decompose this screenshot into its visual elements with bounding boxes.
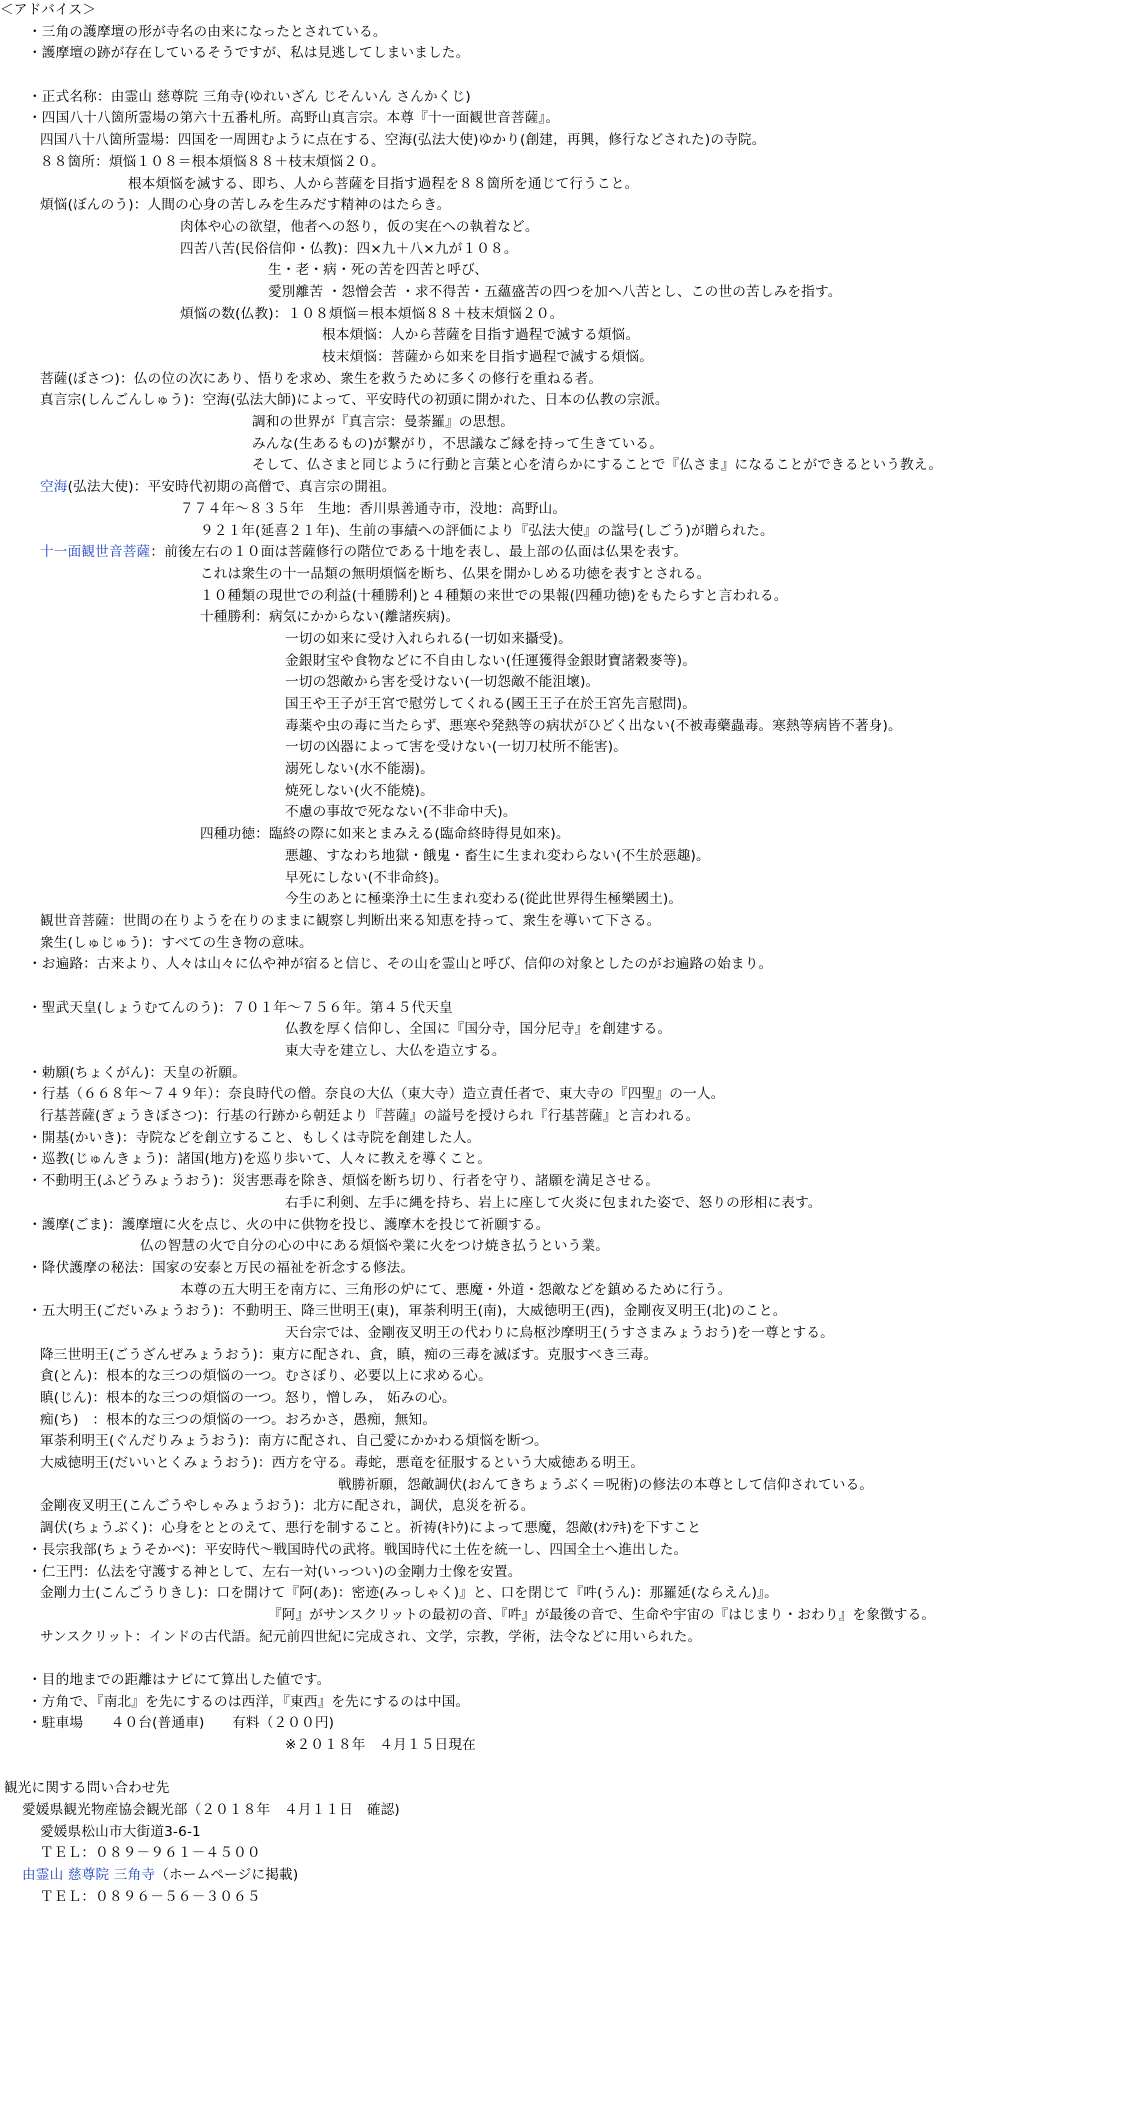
text-line: 肉体や心の欲望，他者への怒り，仮の実在への執着など。 xyxy=(180,218,539,235)
blank-line xyxy=(0,65,1128,87)
text-line: 溺死しない(水不能溺)。 xyxy=(285,761,434,778)
text-line: 右手に利剣、左手に縄を持ち、岩上に座して火炎に包まれた姿で、怒りの形相に表す。 xyxy=(285,1194,822,1211)
text-line: ・お遍路：古来より、人々は山々に仏や神が宿ると信じ、その山を霊山と呼び、信仰の対象としたのがお遍路の始まり。 xyxy=(28,956,773,973)
text-line: ・三角の護摩壇の形が寺名の由来になったとされている。 xyxy=(28,23,387,40)
text-line: 国王や王子が王宮で慰労してくれる(國王王子在於王宮先言慰問)。 xyxy=(285,696,697,712)
text-line: 煩悩(ぼんのう)：人間の心身の苦しみを生みだす精神のはたらき。 xyxy=(40,197,451,214)
text-line: 瞋(じん)：根本的な三つの煩悩の一つ。怒り，憎しみ， 妬みの心。 xyxy=(40,1390,456,1406)
text-line: ・仁王門：仏法を守護する神として、左右一対(いっつい)の金剛力士像を安置。 xyxy=(28,1563,522,1580)
text-line: ７７４年～８３５年 生地：香川県善通寺市，没地：高野山。 xyxy=(180,500,567,517)
text-line: 痴(ち) ：根本的な三つの煩悩の一つ。おろかさ，愚痴，無知。 xyxy=(40,1411,437,1428)
text-line: 四種功徳：臨終の際に如来とまみえる(臨命終時得見如來)。 xyxy=(200,826,570,843)
text-line: 一切の如来に受け入れられる(一切如来攝受)。 xyxy=(285,630,572,647)
text-line: ・行基（６６８年～７４９年）：奈良時代の僧。奈良の大仏（東大寺）造立責任者で、東大寺の『四聖』の一人。 xyxy=(28,1086,725,1103)
text-line: ・護摩(ごま)：護摩壇に火を点じ、火の中に供物を投じ、護摩木を投じて祈願する。 xyxy=(28,1216,550,1233)
text-line: ・駐車場 ４０台(普通車) 有料（２００円) xyxy=(28,1715,335,1732)
text-line: みんな(生あるもの)が繋がり，不思議なご縁を持って生きている。 xyxy=(252,435,664,452)
text-line: そして、仏さまと同じように行動と言葉と心を清らかにすることで『仏さま』になることができるという教え。 xyxy=(252,457,943,474)
text-line: 金剛夜叉明王(こんごうやしゃみょうおう)：北方に配され，調伏，息災を祈る。 xyxy=(40,1498,535,1515)
text-line: 本尊の五大明王を南方に、三角形の炉にて、悪魔・外道・怨敵などを鎮めるために行う。 xyxy=(180,1281,732,1298)
text-line: 悪趣、すなわち地獄・餓鬼・畜生に生まれ変わらない(不生於惡趣)。 xyxy=(285,847,710,864)
text-line: 枝末煩悩：菩薩から如来を目指す過程で滅する煩悩。 xyxy=(322,349,654,365)
text-line: 調伏(ちょうぶく)：心身をととのえて、悪行を制すること。祈祷(ｷﾄｳ)によって悪魔，怨敵(ｵﾝﾃｷ)を下すこと xyxy=(40,1520,702,1537)
text-line: ※２０１８年 ４月１５日現在 xyxy=(285,1737,476,1753)
text-line: 煩悩の数(仏教)：１０８煩悩＝根本煩悩８８＋枝末煩悩２０。 xyxy=(180,305,564,322)
text-line: 早死にしない(不非命終)。 xyxy=(285,869,448,886)
text-line: 根本煩悩を滅する、即ち、人から菩薩を目指す過程を８８箇所を通じて行うこと。 xyxy=(128,175,639,192)
text-line: 金銀財宝や食物などに不自由しない(任運獲得金銀財寶諸穀麥等)。 xyxy=(285,652,697,669)
text-line: 観光に関する問い合わせ先 xyxy=(4,1780,170,1797)
text-line: ＴＥＬ：０８９６－５６－３０６５ xyxy=(40,1888,261,1905)
text-line: ８８箇所：煩悩１０８＝根本煩悩８８＋枝末煩悩２０。 xyxy=(40,153,385,170)
blank-line xyxy=(0,1648,1128,1670)
text-line: 東大寺を建立し、大仏を造立する。 xyxy=(285,1043,506,1059)
text-line: ・長宗我部(ちょうそかべ)：平安時代～戦国時代の武将。戦国時代に土佐を統一し、四国全土へ進出した。 xyxy=(28,1541,688,1558)
text-line: ＜アドバイス＞ xyxy=(0,2,97,18)
line-text: ：前後左右の１０面は菩薩修行の階位である十地を表し、最上部の仏面は仏果を表す。 xyxy=(150,544,688,561)
text-line: これは衆生の十一品類の無明煩悩を断ち、仏果を開かしめる功徳を表すとされる。 xyxy=(200,565,711,582)
text-line: 戦勝祈願，怨敵調伏(おんてきちょうぶく＝呪術)の修法の本尊として信仰されている。 xyxy=(338,1476,874,1493)
text-line: 十種勝利：病気にかからない(離諸疾病)。 xyxy=(200,609,460,626)
text-line xyxy=(0,1865,1128,1887)
text-line: ・不動明王(ふどうみょうおう)：災害悪毒を除き、煩悩を断ち切り、行者を守り、諸願を満足させる。 xyxy=(28,1173,660,1190)
text-line: ・降伏護摩の秘法：国家の安泰と万民の福祉を祈念する修法。 xyxy=(28,1259,415,1276)
blank-line xyxy=(0,976,1128,998)
link-text[interactable]: 由霊山 慈尊院 三角寺 xyxy=(22,1867,156,1884)
text-line: 四苦八苦(民俗信仰・仏教)：四×九＋八×九が１０８。 xyxy=(180,240,518,257)
text-line: １０種類の現世での利益(十種勝利)と４種類の来世での果報(四種功徳)をもたらすと言われる。 xyxy=(200,587,788,604)
text-line: 降三世明王(ごうざんぜみょうおう)：東方に配され、貪，瞋，痴の三毒を滅ぼす。克服すべき三毒。 xyxy=(40,1346,658,1363)
text-line: 真言宗(しんごんしゅう)：空海(弘法大師)によって、平安時代の初頭に開かれた、日本の仏教の宗派。 xyxy=(40,392,669,409)
text-line: 一切の怨敵から害を受けない(一切怨敵不能沮壞)。 xyxy=(285,674,600,691)
text-line: 調和の世界が『真言宗：曼荼羅』の思想。 xyxy=(252,414,515,431)
line-text: (弘法大使)：平安時代初期の高僧で、真言宗の開祖。 xyxy=(67,479,396,496)
text-line: ・勅願(ちょくがん)：天皇の祈願。 xyxy=(28,1064,246,1081)
text-line: ・護摩壇の跡が存在しているそうですが、私は見逃してしまいました。 xyxy=(28,45,470,62)
text-line: ・方角で、『南北』を先にするのは西洋，『東西』を先にするのは中国。 xyxy=(28,1693,470,1710)
text-line: 生・老・病・死の苦を四苦と呼び、 xyxy=(268,262,489,279)
link-text[interactable]: 十一面観世音菩薩 xyxy=(40,544,151,561)
text-line: 軍荼利明王(ぐんだりみょうおう)：南方に配され、自己愛にかかわる煩悩を断つ。 xyxy=(40,1433,548,1450)
line-text: （ホームページに掲載) xyxy=(155,1867,299,1884)
text-line: ・聖武天皇(しょうむてんのう)：７０１年～７５６年。第４５代天皇 xyxy=(28,999,453,1016)
blank-line xyxy=(0,1757,1128,1779)
text-line: 仏教を厚く信仰し、全国に『国分寺，国分尼寺』を創建する。 xyxy=(285,1021,672,1038)
text-line: ９２１年(延喜２１年)、生前の事績への評価により『弘法大使』の諡号(しごう)が贈られた。 xyxy=(200,522,774,539)
text-line: 金剛力士(こんごうりきし)：口を開けて『阿(あ)：密迹(みっしゃく)』と、口を閉じて『吽(うん)：那羅延(ならえん)』。 xyxy=(40,1585,778,1602)
text-line: 今生のあとに極楽浄土に生まれ変わる(從此世界得生極樂國土)。 xyxy=(285,891,683,908)
text-line: ・巡教(じゅんきょう)：諸国(地方)を巡り歩いて、人々に教えを導くこと。 xyxy=(28,1151,492,1168)
text-line: 一切の凶器によって害を受けない(一切刀杖所不能害)。 xyxy=(285,739,628,756)
text-line: 焼死しない(火不能燒)。 xyxy=(285,782,434,799)
text-line: ・五大明王(ごだいみょうおう)：不動明王、降三世明王(東)，軍荼利明王(南)，大威徳明王(西)，金剛夜叉明王(北)のこと。 xyxy=(28,1303,787,1320)
text-line: 菩薩(ぼさつ)：仏の位の次にあり、悟りを求め、衆生を救うために多くの修行を重ねる者。 xyxy=(40,370,603,387)
text-line: 愛媛県観光物産協会観光部（２０１８年 ４月１１日 確認) xyxy=(22,1802,400,1819)
text-line: 『阿』がサンスクリットの最初の音、『吽』が最後の音で、生命や宇宙の『はじまり・おわり』を象徴する。 xyxy=(268,1606,936,1623)
text-line xyxy=(0,542,1128,564)
text-line: 毒薬や虫の毒に当たらず、悪寒や発熱等の病状がひどく出ない(不被毒藥蟲毒。寒熱等病皆不著身)。 xyxy=(285,717,902,734)
text-line: 不慮の事故で死なない(不非命中夭)。 xyxy=(285,804,517,821)
text-line: 根本煩悩：人から菩薩を目指す過程で滅する煩悩。 xyxy=(322,327,640,344)
text-line: サンスクリット：インドの古代語。紀元前四世紀に完成され、文学，宗教，学術，法令などに用いられた。 xyxy=(40,1628,702,1645)
text-line: 貪(とん)：根本的な三つの煩悩の一つ。むさぼり、必要以上に求める心。 xyxy=(40,1368,492,1385)
text-line: ・開基(かいき)：寺院などを創立すること、もしくは寺院を創建した人。 xyxy=(28,1129,481,1146)
text-line: 天台宗では、金剛夜叉明王の代わりに烏枢沙摩明王(うすさまみょうおう)を一尊とする。 xyxy=(285,1324,834,1341)
text-line: ・目的地までの距離はナビにて算出した値です。 xyxy=(28,1671,331,1688)
text-line: 観世音菩薩：世間の在りようを在りのままに観察し判断出来る知恵を持って、衆生を導いて下さる。 xyxy=(40,912,661,929)
text-line: 大威徳明王(だいいとくみょうおう)：西方を守る。毒蛇，悪竜を征服するという大威徳ある明王。 xyxy=(40,1455,645,1472)
text-line: 行基菩薩(ぎょうきぼさつ)：行基の行跡から朝廷より『菩薩』の謚号を授けられ『行基菩薩』と言われる。 xyxy=(40,1108,700,1125)
text-line: 衆生(しゅじゅう)：すべての生き物の意味。 xyxy=(40,934,313,951)
link-text[interactable]: 空海 xyxy=(40,479,68,496)
text-line: 愛媛県松山市大街道3-6-1 xyxy=(40,1823,201,1840)
text-line xyxy=(0,477,1128,499)
text-line: ＴＥＬ：０８９－９６１－４５００ xyxy=(40,1845,261,1862)
text-line: ・正式名称：由霊山 慈尊院 三角寺(ゆれいざん じそんいん さんかくじ) xyxy=(28,88,471,105)
text-line: 仏の智慧の火で自分の心の中にある煩悩や業に火をつけ焼き払うという業。 xyxy=(140,1238,609,1255)
text-line: 愛別離苦 ・怨憎会苦 ・求不得苦・五蘊盛苦の四つを加へ八苦とし、この世の苦しみを指す。 xyxy=(268,283,842,300)
text-line: ・四国八十八箇所霊場の第六十五番札所。高野山真言宗。本尊『十一面観世音菩薩』。 xyxy=(28,110,560,127)
text-line: 四国八十八箇所霊場：四国を一周囲むように点在する、空海(弘法大使)ゆかり(創建，再興，修行などされた)の寺院。 xyxy=(40,132,766,149)
